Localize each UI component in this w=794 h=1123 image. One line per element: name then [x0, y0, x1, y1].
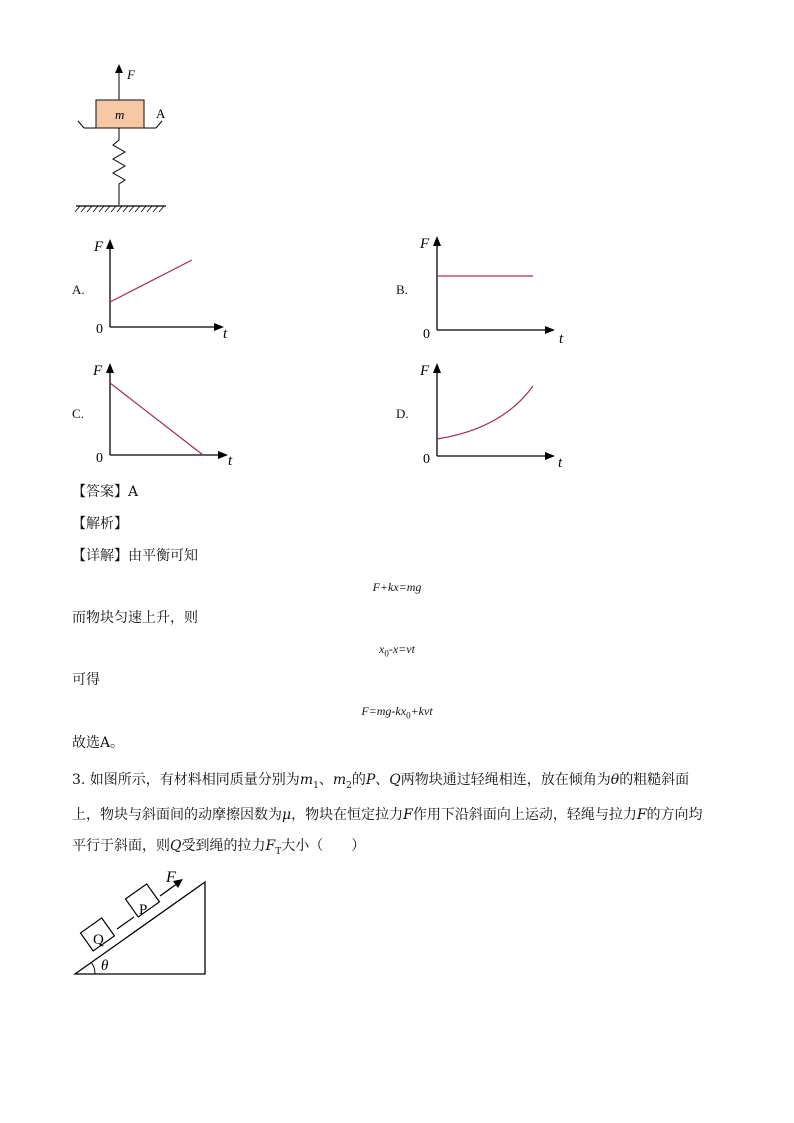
- conclusion: 故选A。: [72, 735, 125, 751]
- force-label: F: [127, 67, 135, 82]
- graph-a: [90, 235, 240, 345]
- equation-1: F+kx=mg: [372, 580, 422, 594]
- option-c-label[interactable]: C.: [72, 406, 84, 421]
- answer-value: A: [128, 484, 139, 500]
- origin-label: 0: [96, 451, 103, 466]
- origin-label: 0: [96, 322, 103, 337]
- origin-label: 0: [423, 327, 430, 342]
- y-axis-label: F: [420, 363, 430, 379]
- answer-line: [72, 482, 138, 502]
- graph-c: [90, 357, 245, 472]
- angle-label: θ: [101, 958, 109, 974]
- mass-label: m: [115, 107, 125, 122]
- x-axis-label: t: [228, 453, 233, 469]
- block-p-label: P: [139, 902, 148, 918]
- equation-2: $x_0-x=vt$: [379, 642, 415, 659]
- y-axis-label: F: [94, 239, 104, 255]
- curve-decreasing: [110, 383, 203, 455]
- equation-3: $F=mg-kx_0+kvt$: [361, 704, 433, 721]
- origin-label: 0: [423, 452, 430, 467]
- option-d-label[interactable]: D.: [396, 406, 409, 421]
- x-axis-label: t: [223, 326, 228, 342]
- answer-label: 【答案】: [72, 484, 128, 500]
- line-2: 而物块匀速上升，则: [72, 610, 198, 626]
- block-q-label: Q: [93, 932, 104, 948]
- x-axis-label: t: [559, 331, 564, 347]
- curve-convex: [437, 386, 533, 439]
- question-3-line-1: 3. 如图所示，有材料相同质量分别为$m_1$、$m_2$的P、Q两物块通过轻绳相连，放在倾角为θ的粗糙斜面: [72, 772, 690, 791]
- y-axis-label: F: [420, 236, 430, 252]
- option-b-label[interactable]: B.: [396, 282, 408, 297]
- angle-arc: [91, 962, 95, 974]
- question-3-line-2: 上，物块与斜面间的动摩擦因数为μ，物块在恒定拉力F作用下沿斜面向上运动，轻绳与拉力F的方向均: [72, 807, 703, 823]
- question-3-line-3: 平行于斜面，则Q受到绳的拉力$F_T$大小（ ）: [72, 838, 366, 857]
- detail-text: 由平衡可知: [128, 548, 198, 564]
- analysis-label: 【解析】: [72, 516, 128, 532]
- detail-line: [72, 546, 198, 566]
- line-3: 可得: [72, 672, 100, 688]
- incline-figure: [70, 868, 215, 980]
- graph-d: [417, 355, 572, 473]
- spring-block-figure: [70, 60, 180, 220]
- x-axis-label: t: [558, 455, 563, 471]
- option-a-label[interactable]: A.: [72, 282, 85, 297]
- detail-label: 【详解】: [72, 548, 128, 564]
- graph-b: [417, 230, 572, 348]
- rope: [117, 917, 134, 929]
- point-label: A: [156, 106, 166, 121]
- y-axis-label: F: [93, 363, 103, 379]
- curve-increasing: [110, 260, 192, 302]
- force-label: F: [166, 869, 176, 886]
